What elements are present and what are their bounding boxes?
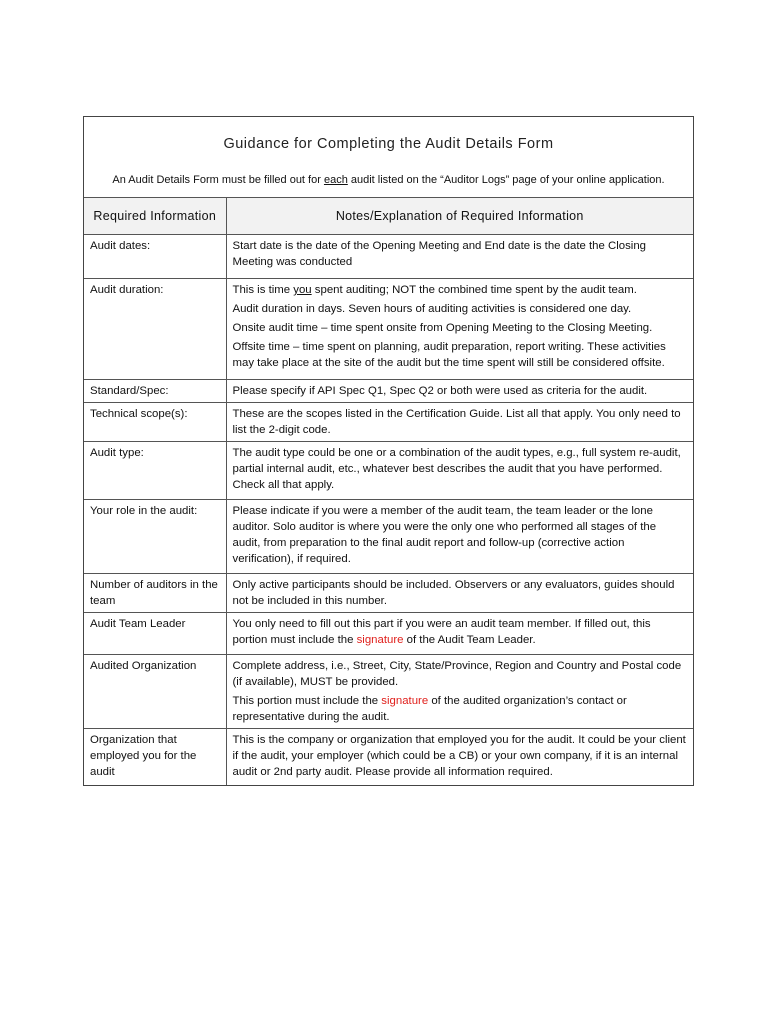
row-notes: [226, 613, 693, 655]
sig-after: of the audited organization’s contact or representative during the audit.: [232, 695, 627, 723]
row-label: Audit duration:: [84, 279, 226, 380]
notes-underlined: you: [293, 284, 312, 296]
notes-paragraph: Complete address, i.e., Street, City, State/Province, Region and Country and Postal code (if available), MUST be provided.: [232, 660, 682, 688]
notes-paragraph: Audit duration in days. Seven hours of auditing activities is considered one day.: [232, 303, 632, 315]
row-label: Standard/Spec:: [84, 380, 226, 403]
row-notes: [226, 442, 693, 500]
row-notes: [226, 655, 693, 729]
notes-paragraph: These are the scopes listed in the Certification Guide. List all that apply. You only need to list the 2-digit code.: [232, 408, 681, 436]
signature-highlight: signature: [381, 695, 429, 707]
table-row: [84, 403, 693, 442]
table-row: [84, 380, 693, 403]
notes-paragraph: [233, 616, 688, 648]
notes-paragraph: Please indicate if you were a member of the audit team, the team leader or the lone auditor. Solo auditor is where you were the only one who performed all stages of the audit, from preparation to the final audit report and follow-up (corrective action verification), if required.: [232, 505, 657, 565]
row-label: Organization that employed you for the audit: [84, 729, 226, 786]
sig-before: This portion must include the: [232, 695, 382, 707]
notes-after: spent auditing; NOT the combined time spent by the audit team.: [311, 284, 637, 296]
notes-paragraph: The audit type could be one or a combination of the audit types, e.g., full system re-audit, partial internal audit, etc., whatever best describes the audit that you have performed. Check all that apply.: [232, 447, 681, 491]
intro-underlined: each: [323, 174, 348, 186]
table-row: [84, 574, 693, 613]
guidance-form-frame: [83, 116, 694, 786]
page-title: Guidance for Completing the Audit Details Form: [223, 136, 554, 152]
header-required-information: Required Information: [84, 198, 226, 235]
intro-text: [84, 174, 693, 186]
row-notes: [226, 235, 693, 279]
intro-before: An Audit Details Form must be filled out for: [112, 174, 324, 186]
sig-before: You only need to fill out this part if you were an audit team member. If filled out, this portion must include the: [232, 618, 651, 646]
table-row: [84, 655, 693, 729]
notes-paragraph: [233, 693, 688, 725]
row-label: Your role in the audit:: [84, 500, 226, 574]
row-notes: [226, 500, 693, 574]
signature-highlight: signature: [356, 634, 404, 646]
notes-paragraph: [233, 282, 688, 298]
row-notes: [226, 403, 693, 442]
sig-after: of the Audit Team Leader.: [403, 634, 536, 646]
title-block: [84, 117, 693, 197]
notes-paragraph: Onsite audit time – time spent onsite from Opening Meeting to the Closing Meeting.: [232, 322, 653, 334]
row-notes: [226, 574, 693, 613]
intro-after: audit listed on the “Auditor Logs” page of your online application.: [347, 174, 665, 186]
row-label: Number of auditors in the team: [84, 574, 226, 613]
notes-before: This is time: [232, 284, 294, 296]
notes-paragraph: Offsite time – time spent on planning, audit preparation, report writing. These activities may take place at the site of the audit but the time spent will still be considered offsite.: [232, 341, 666, 369]
notes-paragraph: Start date is the date of the Opening Meeting and End date is the date the Closing Meeting was conducted: [232, 240, 647, 268]
table-row: [84, 442, 693, 500]
table-row: [84, 729, 693, 786]
table-row: [84, 235, 693, 279]
notes-paragraph: This is the company or organization that employed you for the audit. It could be your client if the audit, your employer (which could be a CB) or your own company, if it is an internal audit or 2nd party audit. Please provide all information required.: [232, 734, 686, 778]
row-notes: [226, 279, 693, 380]
table-row: [84, 279, 693, 380]
row-label: Audit type:: [84, 442, 226, 500]
table-row: [84, 500, 693, 574]
guidance-table: [84, 197, 693, 785]
notes-paragraph: Please specify if API Spec Q1, Spec Q2 or both were used as criteria for the audit.: [232, 385, 648, 397]
row-label: Audit Team Leader: [84, 613, 226, 655]
table-row: [84, 613, 693, 655]
row-label: Audited Organization: [84, 655, 226, 729]
row-label: Audit dates:: [84, 235, 226, 279]
row-notes: [226, 729, 693, 786]
header-notes-explanation: Notes/Explanation of Required Information: [226, 198, 693, 235]
row-notes: [226, 380, 693, 403]
notes-paragraph: Only active participants should be included. Observers or any evaluators, guides should not be included in this number.: [232, 579, 675, 607]
row-label: Technical scope(s):: [84, 403, 226, 442]
table-header-row: [84, 198, 693, 235]
